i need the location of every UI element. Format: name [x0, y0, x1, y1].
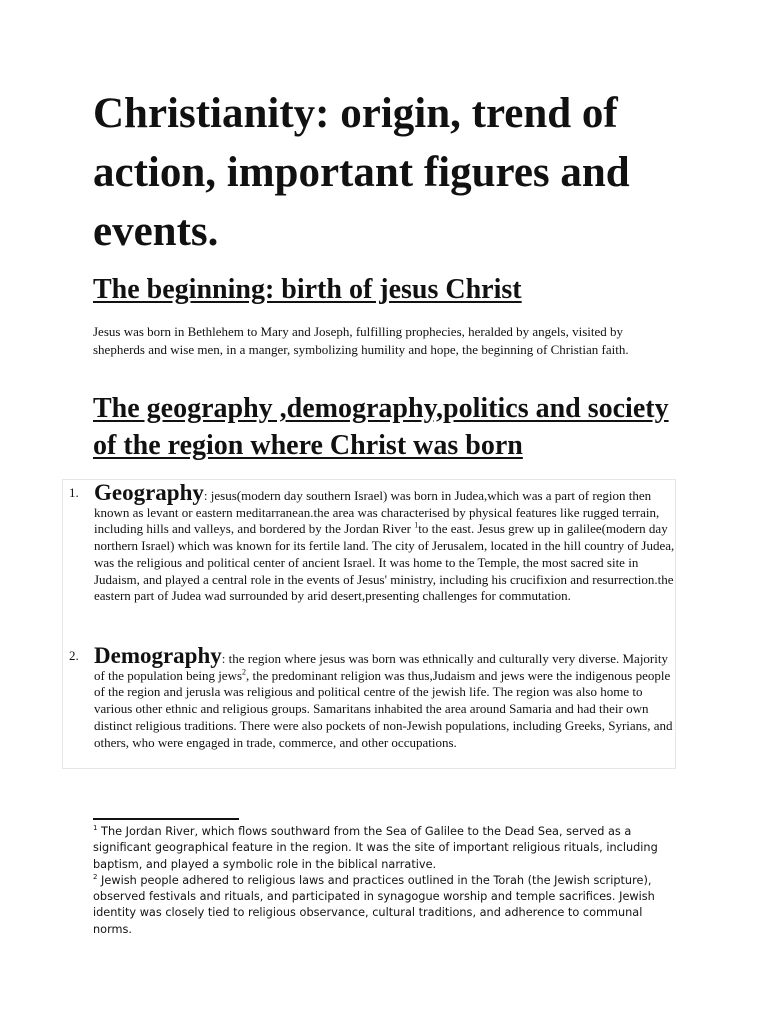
footnote-reference[interactable]: 1	[414, 521, 419, 531]
list-text: : the region where jesus was born was ethnically and culturally very diverse. Majority of the population being jews	[94, 651, 668, 683]
numbered-list	[62, 479, 676, 769]
birth-paragraph: Jesus was born in Bethlehem to Mary and Joseph, fulfilling prophecies, heralded by angels, visited by shepherds and wise men, in a manger, symbolizing humility and hope, the beginning of Christian faith.	[93, 324, 629, 357]
footnote-text: Jewish people adhered to religious laws and practices outlined in the Torah (the Jewish scripture), observed festivals and rituals, and participated in synagogue worship and temple sacrifices. Jewish identity was closely tied to religious observance, cultural traditions, and adherence to communal norms.	[93, 873, 655, 936]
list-text-continued: , the predominant religion was thus,Judaism and jews were the indigenous people of the region and jerusla was religious and political centre of the jewish life. The region was also home to various other ethnic and religious groups. Samaritans inhabited the area around Samaria and had their own distinct religious traditions. There were also pockets of non-Jewish populations, including Greeks, Syrians, and others, who were engaged in trade, commerce, and other occupations.	[94, 667, 673, 750]
section-heading-region: The geography ,demography,politics and society of the region where Christ was born	[93, 393, 669, 461]
list-text-continued: to the east. Jesus grew up in galilee(modern day northern Israel) which was known for its fertile land. The city of Jerusalem, located in the hill country of Judea, was the religious and political center of ancient Israel. It was home to the Temple, the most sacred site in Judaism, and played a central role in the events of Jesus' ministry, including his crucifixion and resurrection.the eastern part of Judea wad surrounded by arid desert,presenting challenges for commutation.	[94, 521, 675, 604]
document-title: Christianity: origin, trend of action, important figures and events.	[93, 90, 630, 255]
footnote-reference[interactable]: 2	[242, 667, 247, 677]
section-heading-birth: The beginning: birth of jesus Christ	[93, 274, 522, 305]
footnote-mark: 1	[93, 824, 98, 833]
list-number: 2.	[69, 648, 79, 663]
footnotes	[93, 824, 673, 938]
list-item-demography	[69, 643, 675, 751]
footnote-mark: 2	[93, 873, 98, 882]
footnote-separator	[93, 818, 239, 820]
list-term: Geography	[94, 480, 204, 505]
list-number: 1.	[69, 485, 79, 500]
footnote-text: The Jordan River, which flows southward from the Sea of Galilee to the Dead Sea, served as a significant geographical feature in the region. It was the site of important religious rituals, including baptism, and played a symbolic role in the biblical narrative.	[93, 825, 658, 871]
footnote-2	[93, 873, 673, 938]
list-item-geography	[69, 480, 675, 605]
footnote-1	[93, 824, 673, 873]
list-text: : jesus(modern day southern Israel) was born in Judea,which was a part of region then known as levant or eastern meditarranean.the area was characterised by physical features like rugged terrain, including hills and valleys, and bordered by the Jordan River	[94, 488, 660, 537]
list-term: Demography	[94, 643, 222, 668]
